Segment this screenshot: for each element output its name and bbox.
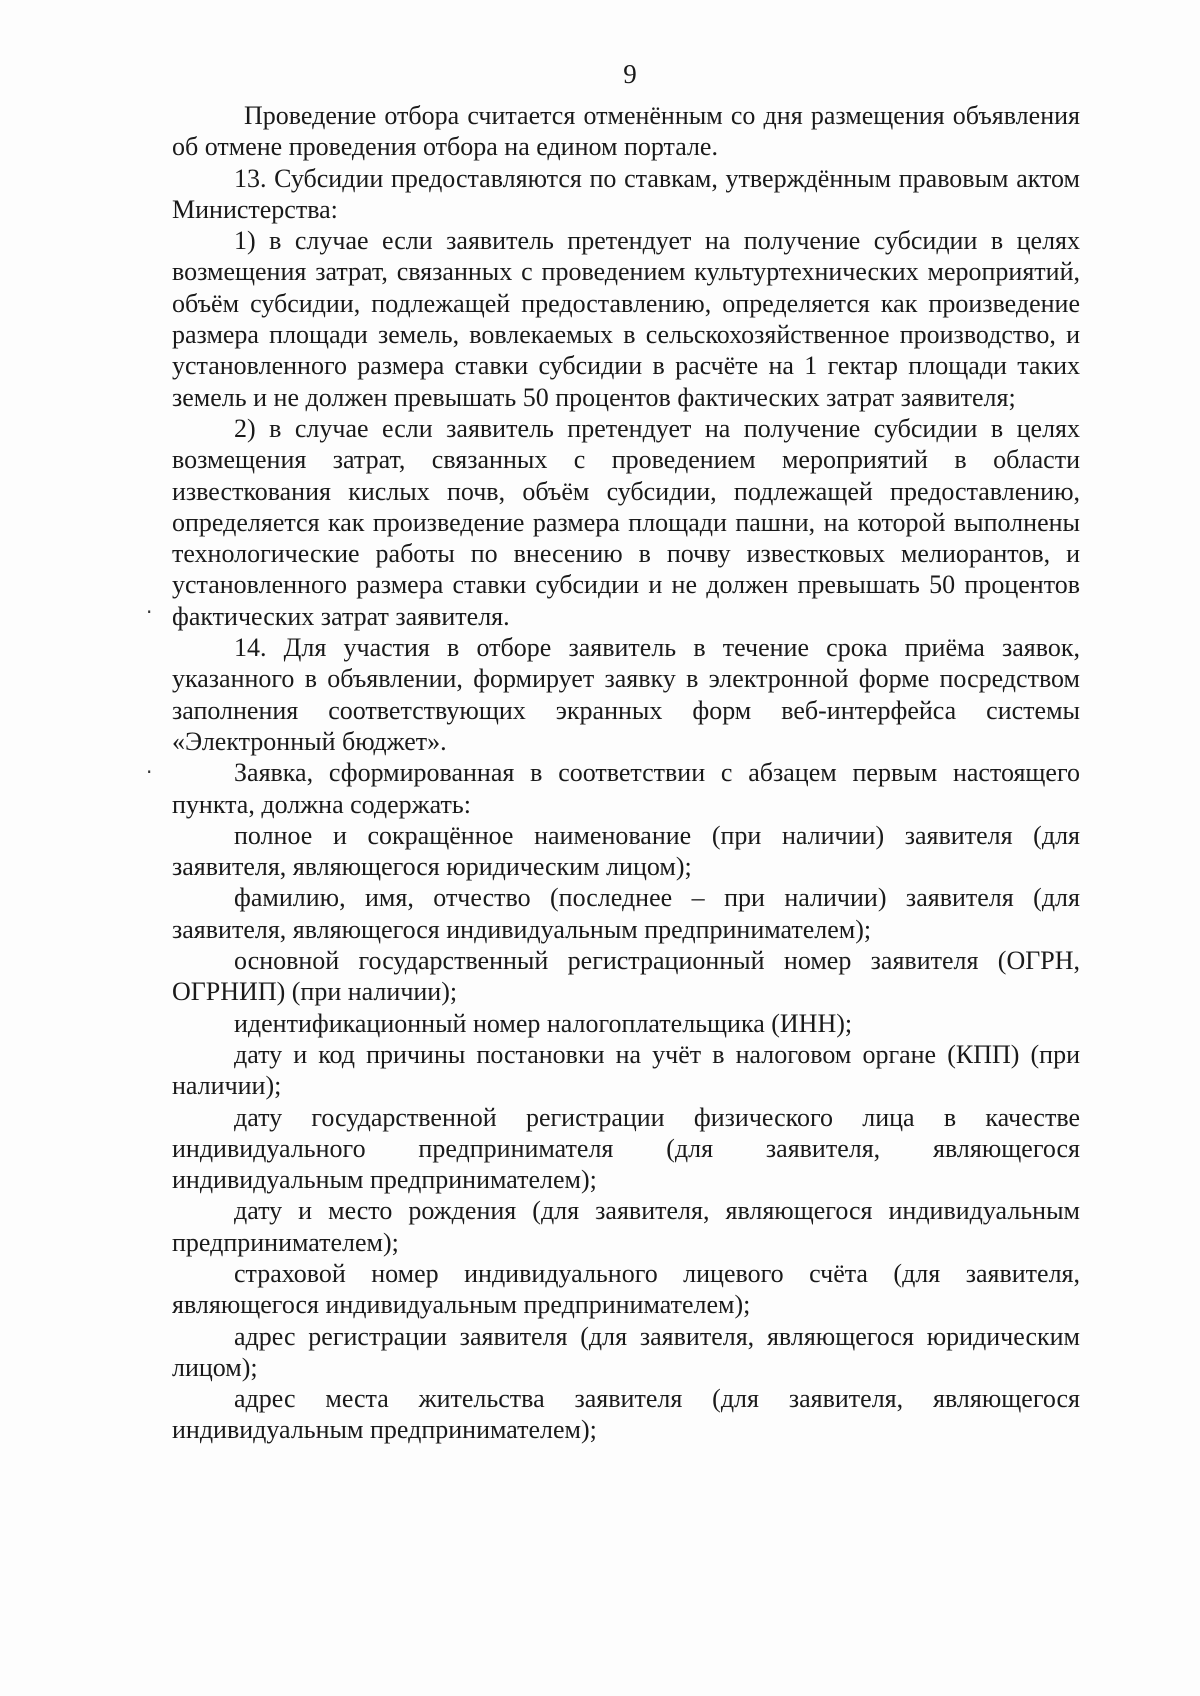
list-item-ogrn: основной государственный регистрационный номер заявителя (ОГРН, ОГРНИП) (при наличии); bbox=[172, 946, 1080, 1007]
scan-mark: · bbox=[146, 760, 153, 784]
paragraph-14: 14. Для участия в отборе заявитель в течение срока приёма заявок, указанного в объявлении, формирует заявку в электронной форме посредством заполнения соответствующих экранных форм веб-интерфейса системы «Электронный бюджет». bbox=[172, 633, 1080, 756]
list-item-inn: идентификационный номер налогоплательщика (ИНН); bbox=[234, 1008, 853, 1038]
list-item-snils: страховой номер индивидуального лицевого счёта (для заявителя, являющегося индивидуальным предпринимателем); bbox=[172, 1258, 1080, 1320]
paragraph-13-item-1: 1) в случае если заявитель претендует на получение субсидии в целях возмещения затрат, связанных с проведением культуртехнических мероприятий, объём субсидии, подлежащей предоставлению, определяется как произведение размера площади земель, вовлекаемых в сельскохозяйственное производство, и установленного размера ставки субсидии в расчёте на 1 гектар площади таких земель и не должен превышать 50 процентов фактических затрат заявителя; bbox=[172, 226, 1080, 412]
paragraph-application-contents: Заявка, сформированная в соответствии с абзацем первым настоящего пункта, должна содержать: bbox=[172, 758, 1080, 819]
scan-mark: · bbox=[146, 600, 153, 624]
list-item-person-name: фамилию, имя, отчество (последнее – при наличии) заявителя (для заявителя, являющегося индивидуальным предпринимателем); bbox=[172, 883, 1080, 944]
list-item-registration-date: дату государственной регистрации физического лица в качестве индивидуального предпринимателя (для заявителя, являющегося индивидуальным предпринимателем); bbox=[172, 1102, 1080, 1195]
list-item-residence-address: адрес места жительства заявителя (для заявителя, являющегося индивидуальным предпринимателем); bbox=[172, 1384, 1080, 1445]
paragraph-13: 13. Субсидии предоставляются по ставкам, утверждённым правовым актом Министерства: bbox=[172, 163, 1080, 224]
list-item-full-name: полное и сокращённое наименование (при наличии) заявителя (для заявителя, являющегося юридическим лицом); bbox=[172, 820, 1080, 882]
list-item-legal-address: адрес регистрации заявителя (для заявителя, являющегося юридическим лицом); bbox=[172, 1321, 1080, 1382]
page-number: 9 bbox=[623, 59, 637, 89]
list-item-birth: дату и место рождения (для заявителя, являющегося индивидуальным предпринимателем); bbox=[172, 1196, 1080, 1257]
list-item-kpp: дату и код причины постановки на учёт в налоговом органе (КПП) (при наличии); bbox=[172, 1039, 1080, 1101]
paragraph-13-item-2: 2) в случае если заявитель претендует на получение субсидии в целях возмещения затрат, связанных с проведением мероприятий в области известкования кислых почв, объём субсидии, подлежащей предоставлению, определяется как произведение размера площади пашни, на которой выполнены технологические работы по внесению в почву известковых мелиорантов, и установленного размера ставки субсидии и не должен превышать 50 процентов фактических затрат заявителя. bbox=[172, 413, 1080, 631]
document-body bbox=[172, 100, 1080, 1446]
paragraph-cancellation: Проведение отбора считается отменённым со дня размещения объявления об отмене проведения отбора на едином портале. bbox=[172, 101, 1080, 162]
